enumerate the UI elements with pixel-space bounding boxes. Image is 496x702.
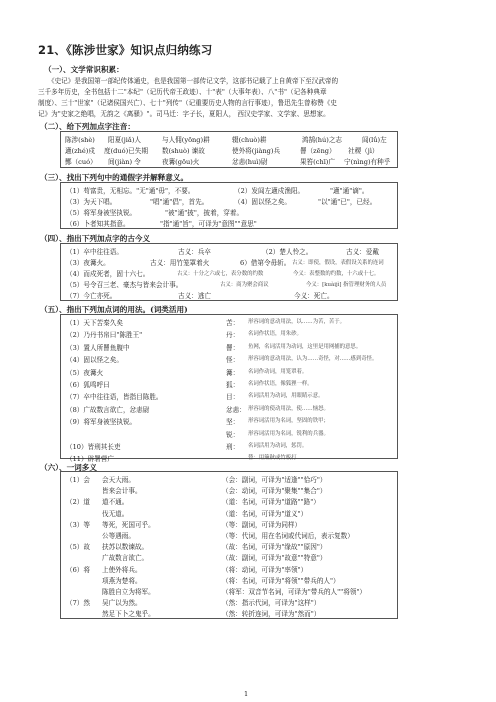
pinyin-item: 酂（cuó） xyxy=(65,158,97,166)
page-number: 1 xyxy=(244,690,249,698)
gujin-item: （5）号令召三老、豪杰与皆来会计事。 xyxy=(66,281,183,289)
gujin-item: 古义：爱戴 xyxy=(346,248,379,256)
usage-explanation: 形容词的意动用法，认为……奇怪，对……感到奇怪。 xyxy=(248,356,378,363)
polysemy-sentence: 项燕为楚将。 xyxy=(102,576,142,585)
polysemy-sentence: 广故数言欲亡。 xyxy=(102,554,149,563)
usage-word: 苦： xyxy=(226,319,240,327)
pinyin-item: 適(zhé)戍 xyxy=(65,147,95,155)
section1-line: 三千多年历史，全书包括十二"本纪"（记历代帝王政迹）、十"表"（大事年表）、八"书"（记各种典章 xyxy=(38,88,327,96)
gujin-item: 6）借第令毋斩。 xyxy=(240,259,291,267)
polysemy-sentence: 吴广以为然。 xyxy=(102,599,142,608)
polysemy-sentence: 皆来会计事。 xyxy=(102,487,142,496)
tongjia-item: "唱"通"倡"，首先。 xyxy=(150,198,209,206)
usage-sentence: （2）乃丹书帛曰"陈胜王" xyxy=(66,331,143,340)
usage-explanation: 名词作动词，用笼罩着。 xyxy=(248,368,308,375)
polysemy-explanation: （然：转折连词，可译为"然而"） xyxy=(222,610,321,619)
polysemy-explanation: （道：名词，可译为"道路""路"） xyxy=(222,498,320,507)
section1-line: 制度）、三十"世家"（记诸侯国兴亡）、七十"列传"（记重要历史人物的言行事迹），鲁迅先生曾称赞《史 xyxy=(38,99,337,107)
usage-word: 罾： xyxy=(226,343,240,352)
usage-word: 目： xyxy=(226,393,240,402)
section1-heading: （一）、文学常识积累： xyxy=(44,65,124,74)
gujin-item: （1）卒中往往语。 xyxy=(66,248,123,256)
pinyin-item: 与人佣(yōng)耕 xyxy=(162,136,210,144)
usage-explanation: 名词作状语，用朱砂。 xyxy=(248,331,302,338)
polysemy-sentence: 陈胜自立为将军。 xyxy=(102,588,155,596)
polysemy-sentence: 伐无道。 xyxy=(102,509,129,518)
polysemy-explanation: （会：副词，可译为"适逢""恰巧"） xyxy=(222,476,327,484)
usage-explanation: 名词活用为动词，用眼睛示意。 xyxy=(248,393,324,400)
section6-heading: （六）、一词多义 xyxy=(40,463,97,472)
polysemy-explanation: （然：指示代词，可译为"这样"） xyxy=(222,599,321,608)
tongjia-item: （5）将军身被坚执锐。 xyxy=(66,209,137,217)
section4-heading: （四）、指出下列加点字的古今义 xyxy=(40,234,151,243)
section1-line: 记》为"史家之绝唱，无韵之《离骚》"。司马迁：字子长，夏阳人， 西汉史学家、文学家、思想家。 xyxy=(38,110,330,118)
pinyin-item: 忿恚(huì)尉 xyxy=(232,158,268,166)
polysemy-explanation: （将军：双音节名词，可译为"带兵的人""将领"） xyxy=(222,588,367,596)
polysemy-explanation: （会：动词，可译为"聚集""集合"） xyxy=(222,487,327,496)
pinyin-item: 间(jiàn) 令 xyxy=(108,158,141,166)
gujin-item: （2）楚人怜之。 xyxy=(262,248,313,256)
gujin-item: 今义：死亡。 xyxy=(294,292,334,300)
tongjia-item: "適"通"谪"。 xyxy=(330,187,369,195)
polysemy-explanation: （等：副词，可译为同样） xyxy=(222,520,302,529)
polysemy-explanation: （故：副词，可译为"故意""特意"） xyxy=(222,554,327,563)
polysemy-word: （7）然 xyxy=(66,599,90,608)
usage-word: 锐： xyxy=(226,430,240,439)
usage-sentence: （5）夜篝火 xyxy=(66,368,104,377)
tongjia-item: （2）发闾左適戍渔阳。 xyxy=(234,187,305,195)
pinyin-item: 宁(nìng)有种乎 xyxy=(344,158,391,166)
section3-heading: （三）、找出下列句中的通假字并解释意义。 xyxy=(40,173,189,182)
usage-explanation: 形容词的使动用法，使……恼怒。 xyxy=(248,405,329,412)
polysemy-sentence: 然足下卜之鬼乎。 xyxy=(102,610,155,619)
usage-word: 篝： xyxy=(226,368,240,377)
pinyin-item: 鸿鹄(hú)之志 xyxy=(302,136,343,144)
gujin-item: 古义：逃亡 xyxy=(178,292,211,300)
usage-sentence: （1）天下苦秦久矣 xyxy=(66,319,123,327)
usage-sentence: （3）置人所罾鱼腹中 xyxy=(66,343,130,352)
page-title: 21、《陈涉世家》知识点归纳练习 xyxy=(38,43,213,57)
usage-explanation: 鱼网，名词活用为动词，这里是用网捕的意思。 xyxy=(248,343,362,350)
usage-word: 丹： xyxy=(226,331,240,340)
section1-line: 《史记》是我国第一部纪传体通史，也是我国第一部传记文学，这部书记载了上自黄帝下至汉武帝的 xyxy=(48,77,339,85)
polysemy-explanation: （等：代词，用在名词或代词后，表示复数） xyxy=(222,532,354,540)
tongjia-item: "被"通"披"，披着，穿着。 xyxy=(165,209,244,217)
gujin-item: 古义：商为聚会商议 xyxy=(220,282,269,288)
pinyin-item: 度(duó)已失期 xyxy=(104,147,148,155)
gujin-item: （3）夜篝火。 xyxy=(66,259,110,267)
pinyin-item: 社稷（jì） xyxy=(348,147,379,155)
polysemy-sentence: 公等遇雨。 xyxy=(102,532,135,540)
polysemy-sentence: 上使外将兵。 xyxy=(102,565,142,574)
polysemy-word: （3）等 xyxy=(66,520,90,529)
pinyin-item: 果笞(chī)广 xyxy=(300,158,335,166)
usage-word: 坚： xyxy=(226,418,240,427)
usage-word: 狐： xyxy=(226,381,240,389)
usage-sentence: （4）固以怪之矣。 xyxy=(66,356,123,365)
pinyin-item: 闾(lǘ)左 xyxy=(362,136,387,144)
gujin-item: 古义：用竹笼罩着火 xyxy=(150,259,210,267)
tongjia-item: "以"通"已"，已经。 xyxy=(318,198,377,206)
usage-word: 忿恚： xyxy=(226,405,246,414)
pinyin-item: 陈涉(shè) xyxy=(65,136,95,144)
usage-explanation: 形容词活用为名词，坚固的铁甲； xyxy=(248,418,329,425)
gujin-item: 古义：兵卒 xyxy=(178,248,211,256)
polysemy-sentence: 扶苏以数谏故。 xyxy=(102,543,149,552)
polysemy-explanation: （道：名词，可译为"道义"） xyxy=(222,509,308,518)
usage-sentence: （9）将军身被坚执锐。 xyxy=(66,418,137,427)
usage-explanation: 替：用簸秋或竹板打 xyxy=(248,455,297,462)
tongjia-item: （1）苟富贵，无相忘。"无"通"毋"，不要。 xyxy=(66,187,195,195)
usage-explanation: 名词活用为动词，惩罚。 xyxy=(248,443,308,449)
polysemy-explanation: （将：名词，可译为"将领""带兵的人"） xyxy=(222,576,340,585)
usage-word: 刑： xyxy=(226,443,240,451)
polysemy-explanation: （故：名词，可译为"缘故""原因"） xyxy=(222,543,327,552)
usage-word: 怪： xyxy=(226,356,240,365)
tongjia-item: （6）卜者知其指意。 xyxy=(66,220,130,228)
pinyin-item: 罾（zēng） xyxy=(300,147,336,155)
polysemy-sentence: 道不通。 xyxy=(102,498,129,507)
pinyin-item: 阳夏(jiǎ)人 xyxy=(108,136,142,144)
gujin-item: 今义：表整数的约数，十六或十七。 xyxy=(293,271,380,277)
usage-explanation: 形容词的意动用法，以……为苦，苦于。 xyxy=(248,319,346,325)
usage-sentence: （6）狐鸣呼曰 xyxy=(66,381,110,389)
polysemy-explanation: （将：动词，可译为"率领"） xyxy=(222,565,308,574)
gujin-item: （4）而戍死者，固十六七。 xyxy=(66,270,150,278)
tongjia-item: （4）固以怪之矣。 xyxy=(234,198,291,206)
pinyin-item: 数(shuò) 谏故 xyxy=(162,147,205,155)
polysemy-word: （6）将 xyxy=(66,565,90,574)
polysemy-word: （1）会 xyxy=(66,476,90,484)
tongjia-item: "指"通"旨"，可译为"意图""意思" xyxy=(160,220,257,228)
usage-sentence: （11）辟署营广 xyxy=(66,455,114,464)
pinyin-item: 辍(chuò)耕 xyxy=(232,136,267,144)
pinyin-item: 使外将(jiàng)兵 xyxy=(232,147,281,155)
polysemy-sentence: 等死，死国可乎。 xyxy=(102,520,155,529)
polysemy-word: （2）道 xyxy=(66,498,90,507)
gujin-item: 古义：十分之六或七，表分数的约数 xyxy=(177,271,264,277)
gujin-item: （7）今亡亦死。 xyxy=(66,292,117,300)
polysemy-sentence: 会天大雨。 xyxy=(102,476,135,484)
gujin-item: 古义：即使，假设，表假设关系的连词 xyxy=(292,260,384,266)
section5-heading: （五）、指出下列加点词的用法。(词类活用) xyxy=(40,305,188,314)
polysemy-word: （5）故 xyxy=(66,543,90,552)
usage-explanation: 名词作状语，像狐狸一样。 xyxy=(248,381,313,387)
gujin-item: 今义：[kuàijì] 指管理财务的人员 xyxy=(306,282,387,288)
tongjia-item: （3）为天下唱。 xyxy=(66,198,117,206)
usage-sentence: （10）皆刑其长吏 xyxy=(66,443,121,451)
usage-explanation: 形容词活用为名词，锐利的兵器。 xyxy=(248,430,329,437)
usage-sentence: （8）广故数言欲亡，忿恚尉 xyxy=(66,405,150,414)
section2-heading: （二）、给下列加点字注音： xyxy=(40,122,135,131)
usage-sentence: （7）卒中往往语，皆指目陈胜。 xyxy=(66,393,163,402)
pinyin-item: 夜篝(gōu)火 xyxy=(162,158,200,166)
